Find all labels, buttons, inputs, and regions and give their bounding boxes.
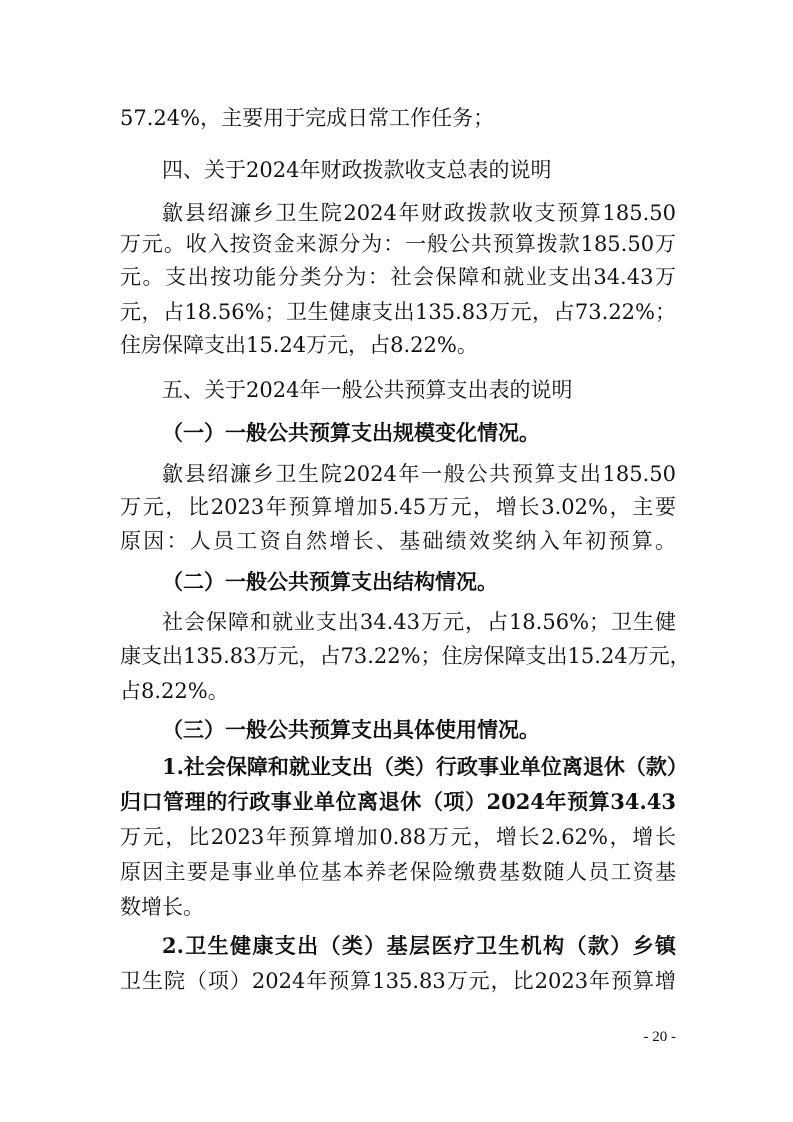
page-number: - 20 - — [643, 1029, 676, 1045]
item-heading: 归口管理的行政事业单位离退休（项）2024年预算34.43 — [120, 789, 676, 814]
item-heading: 1.社会保障和就业支出（类）行政事业单位离退休（款） — [162, 754, 688, 779]
body-text-line: 康支出135.83万元，占73.22%；住房保障支出15.24万元， — [120, 644, 691, 668]
body-text-line: 占8.22%。 — [120, 679, 229, 703]
body-text-line: 万元，比2023年预算增加5.45万元，增长3.02%，主要 — [120, 495, 676, 519]
body-text-line: 歙县绍濂乡卫生院2024年财政拨款收支预算185.50 — [162, 201, 676, 225]
subsection-heading: （一）一般公共预算支出规模变化情况。 — [162, 420, 540, 445]
body-text-line: 原因主要是事业单位基本养老保险缴费基数随人员工资基 — [120, 860, 676, 884]
body-text-line: 卫生院（项）2024年预算135.83万元，比2023年预算增 — [120, 969, 676, 993]
body-text-line: 歙县绍濂乡卫生院2024年一般公共预算支出185.50 — [162, 462, 676, 486]
body-text-line: 元，占18.56%；卫生健康支出135.83万元，占73.22%； — [120, 300, 676, 324]
item-heading: 2.卫生健康支出（类）基层医疗卫生机构（款）乡镇 — [162, 933, 676, 958]
body-text-line: 57.24%，主要用于完成日常工作任务； — [120, 106, 495, 130]
body-text-line: 原因：人员工资自然增长、基础绩效奖纳入年初预算。 — [120, 529, 676, 553]
subsection-heading: （二）一般公共预算支出结构情况。 — [162, 569, 498, 594]
body-text-line: 万元，比2023年预算增加0.88万元，增长2.62%，增长 — [120, 825, 676, 849]
subsection-heading: （三）一般公共预算支出具体使用情况。 — [162, 717, 540, 742]
body-text-line: 万元。收入按资金来源分为：一般公共预算拨款185.50万 — [120, 232, 676, 256]
body-text-line: 元。支出按功能分类分为：社会保障和就业支出34.43万 — [120, 265, 676, 289]
body-text-line: 社会保障和就业支出34.43万元，占18.56%；卫生健 — [162, 610, 676, 634]
body-text-line: 数增长。 — [120, 895, 204, 919]
section-heading: 四、关于2024年财政拨款收支总表的说明 — [162, 158, 552, 182]
body-text-line: 住房保障支出15.24万元，占8.22%。 — [120, 333, 478, 357]
section-heading: 五、关于2024年一般公共预算支出表的说明 — [162, 378, 573, 402]
